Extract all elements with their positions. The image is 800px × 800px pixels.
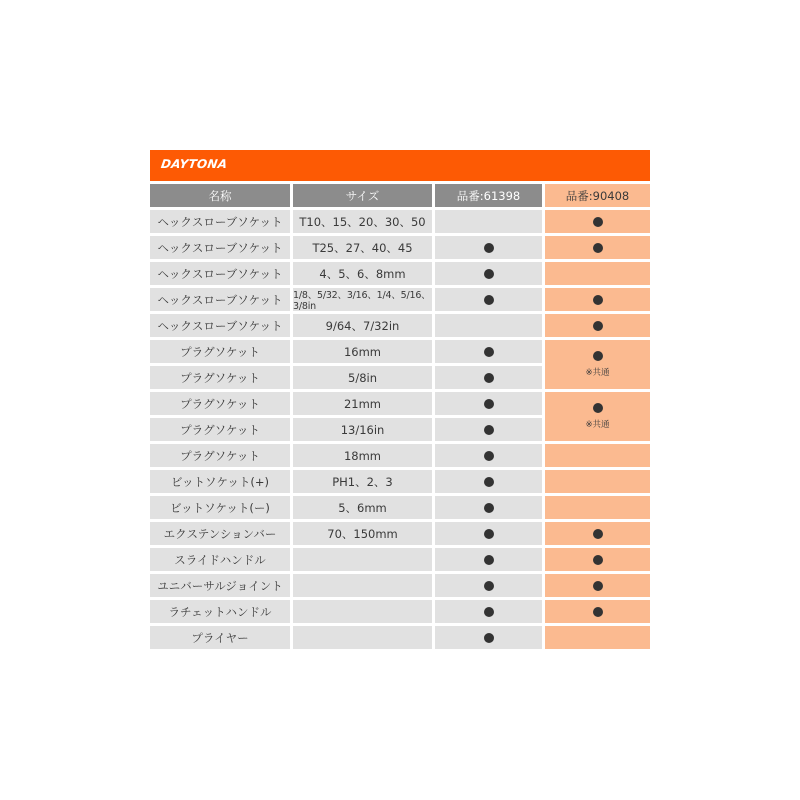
cell-part-90408 xyxy=(545,470,650,493)
cell-part-61398 xyxy=(435,444,542,467)
included-dot-icon xyxy=(484,607,494,617)
included-dot-icon xyxy=(484,555,494,565)
table-row xyxy=(150,470,650,496)
cell-size: T10、15、20、30、50 xyxy=(293,210,432,233)
cell-part-61398 xyxy=(435,314,542,337)
included-dot-icon xyxy=(484,477,494,487)
header-name: 名称 xyxy=(150,184,290,207)
cell-name: ビットソケット(ー) xyxy=(150,496,290,519)
cell-part-61398 xyxy=(435,548,542,571)
included-dot-icon xyxy=(593,295,603,305)
cell-part-61398 xyxy=(435,600,542,623)
included-dot-icon xyxy=(484,399,494,409)
cell-size xyxy=(293,574,432,597)
cell-size: 1/8、5/32、3/16、1/4、5/16、3/8in xyxy=(293,290,431,312)
included-dot-icon xyxy=(484,581,494,591)
cell-part-61398 xyxy=(435,626,542,649)
cell-name: ヘックスローブソケット xyxy=(150,210,290,233)
cell-name: プライヤー xyxy=(150,626,290,649)
cell-name: ユニバーサルジョイント xyxy=(150,574,290,597)
cell-part-90408 xyxy=(545,210,650,233)
cell-part-90408 xyxy=(545,522,650,545)
cell-part-61398 xyxy=(435,210,542,233)
cell-size: 18mm xyxy=(293,444,432,467)
table-row xyxy=(150,496,650,522)
cell-size: T25、27、40、45 xyxy=(293,236,432,259)
header-part-61398: 品番:61398 xyxy=(435,184,542,207)
included-dot-icon xyxy=(593,243,603,253)
cell-part-90408 xyxy=(545,236,650,259)
cell-part-61398 xyxy=(435,496,542,519)
included-dot-icon xyxy=(593,321,603,331)
cell-name: プラグソケット xyxy=(150,444,290,467)
daytona-logo: DAYTONA xyxy=(160,157,229,171)
cell-size: 4、5、6、8mm xyxy=(293,262,432,285)
cell-part-61398 xyxy=(435,236,542,259)
table-row xyxy=(150,626,650,652)
product-table xyxy=(150,150,650,652)
cell-part-61398 xyxy=(435,418,542,441)
cell-size: 5/8in xyxy=(293,366,432,389)
common-note: ※共通 xyxy=(585,420,610,430)
included-dot-icon xyxy=(593,403,603,413)
cell-size: 70、150mm xyxy=(293,522,432,545)
cell-name: プラグソケット xyxy=(150,418,290,441)
cell-name: ヘックスローブソケット xyxy=(150,262,290,285)
cell-name: プラグソケット xyxy=(150,392,290,415)
table-row xyxy=(150,548,650,574)
cell-part-90408 xyxy=(545,288,650,311)
table-row xyxy=(150,314,650,340)
cell-part-90408 xyxy=(545,314,650,337)
table-row xyxy=(150,262,650,288)
cell-part-90408 xyxy=(545,626,650,649)
table-row xyxy=(150,210,650,236)
brand-banner xyxy=(150,150,650,181)
cell-size: 9/64、7/32in xyxy=(293,314,432,337)
cell-name: スライドハンドル xyxy=(150,548,290,571)
included-dot-icon xyxy=(484,425,494,435)
cell-part-61398 xyxy=(435,392,542,415)
cell-name: ヘックスローブソケット xyxy=(150,236,290,259)
table-row xyxy=(150,522,650,548)
cell-part-61398 xyxy=(435,340,542,363)
cell-size: 5、6mm xyxy=(293,496,432,519)
cell-name: エクステンションバー xyxy=(150,522,290,545)
included-dot-icon xyxy=(593,351,603,361)
cell-size: 13/16in xyxy=(293,418,432,441)
included-dot-icon xyxy=(484,347,494,357)
cell-part-61398 xyxy=(435,288,542,311)
merged-common-cell-2 xyxy=(545,392,650,441)
cell-part-61398 xyxy=(435,574,542,597)
cell-part-61398 xyxy=(435,522,542,545)
header-size: サイズ xyxy=(293,184,432,207)
cell-name: プラグソケット xyxy=(150,340,290,363)
included-dot-icon xyxy=(593,581,603,591)
cell-part-90408 xyxy=(545,548,650,571)
cell-part-90408 xyxy=(545,574,650,597)
table-row xyxy=(150,236,650,262)
included-dot-icon xyxy=(484,373,494,383)
table-row xyxy=(150,444,650,470)
cell-part-90408 xyxy=(545,444,650,467)
table-row xyxy=(150,600,650,626)
cell-name: ビットソケット(+) xyxy=(150,470,290,493)
included-dot-icon xyxy=(484,243,494,253)
included-dot-icon xyxy=(484,529,494,539)
cell-size: 16mm xyxy=(293,340,432,363)
cell-part-90408 xyxy=(545,600,650,623)
cell-part-90408 xyxy=(545,262,650,285)
cell-name: プラグソケット xyxy=(150,366,290,389)
included-dot-icon xyxy=(484,633,494,643)
common-note: ※共通 xyxy=(585,368,610,378)
included-dot-icon xyxy=(484,269,494,279)
cell-part-61398 xyxy=(435,470,542,493)
merged-common-cell-1 xyxy=(545,340,650,389)
table-row xyxy=(150,574,650,600)
cell-part-90408 xyxy=(545,496,650,519)
cell-size: PH1、2、3 xyxy=(293,470,432,493)
table-header xyxy=(150,184,650,210)
cell-size xyxy=(293,600,432,623)
included-dot-icon xyxy=(593,555,603,565)
header-part-90408: 品番:90408 xyxy=(545,184,650,207)
included-dot-icon xyxy=(484,295,494,305)
included-dot-icon xyxy=(484,451,494,461)
cell-part-61398 xyxy=(435,366,542,389)
cell-part-61398 xyxy=(435,262,542,285)
included-dot-icon xyxy=(593,529,603,539)
cell-size xyxy=(293,548,432,571)
cell-name: ヘックスローブソケット xyxy=(150,314,290,337)
included-dot-icon xyxy=(593,217,603,227)
cell-name: ラチェットハンドル xyxy=(150,600,290,623)
cell-size xyxy=(293,626,432,649)
included-dot-icon xyxy=(593,607,603,617)
cell-size: 21mm xyxy=(293,392,432,415)
included-dot-icon xyxy=(484,503,494,513)
table-row xyxy=(150,288,650,314)
cell-name: ヘックスローブソケット xyxy=(150,288,290,311)
